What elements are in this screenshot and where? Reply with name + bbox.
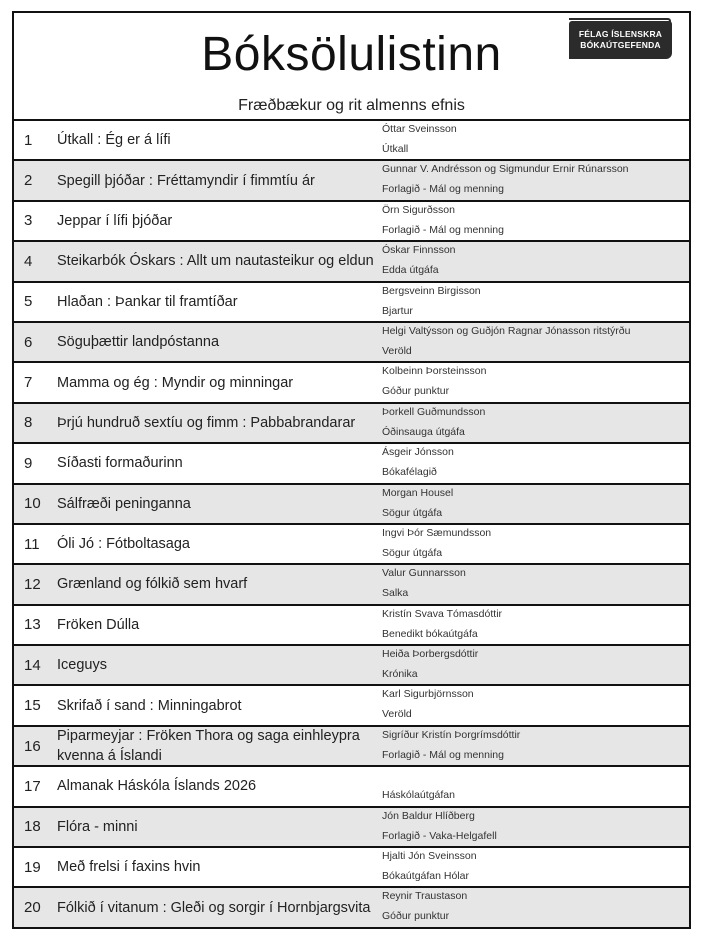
book-title: Mamma og ég : Myndir og minningar [57, 374, 294, 391]
book-publisher: Útkall [382, 143, 409, 155]
book-author: Bergsveinn Birgisson [382, 284, 481, 297]
book-meta [382, 444, 682, 482]
book-title: Iceguys [57, 657, 107, 674]
book-publisher: Benedikt bókaútgáfa [382, 627, 478, 640]
table-row [14, 686, 689, 726]
book-title: Flóra - minni [57, 818, 138, 835]
book-title: Sálfræði peninganna [57, 495, 191, 512]
book-publisher: Sögur útgáfa [382, 506, 443, 519]
book-publisher: Bjartur [382, 304, 413, 317]
book-author: Óttar Sveinsson [382, 123, 457, 135]
book-title: Síðasti formaðurinn [57, 455, 183, 472]
book-meta [382, 808, 682, 846]
book-author: Morgan Housel [382, 486, 454, 499]
book-meta [382, 161, 682, 199]
book-meta [382, 727, 682, 765]
book-publisher: Góður punktur [382, 385, 450, 398]
book-publisher: Forlagið - Mál og menning [382, 748, 504, 761]
book-meta [382, 888, 682, 926]
book-title: Almanak Háskóla Íslands 2026 [57, 778, 257, 795]
table-row [14, 606, 689, 646]
book-author: Valur Gunnarsson [382, 567, 466, 580]
rank-number: 2 [24, 172, 33, 190]
book-meta [382, 283, 682, 321]
table-row [14, 121, 689, 161]
book-publisher: Edda útgáfa [382, 264, 439, 277]
rank-number: 17 [24, 777, 41, 795]
book-author: Óskar Finnsson [382, 244, 456, 257]
table-row [14, 565, 689, 605]
book-meta [382, 646, 682, 684]
table-row [14, 525, 689, 565]
book-publisher: Forlagið - Vaka-Helgafell [382, 829, 497, 842]
book-meta [382, 767, 682, 805]
book-author: Gunnar V. Andrésson og Sigmundur Ernir Rúnarsson [382, 163, 629, 176]
publisher-association-logo [569, 21, 672, 59]
book-publisher: Sögur útgáfa [382, 546, 443, 559]
rank-number: 12 [24, 575, 41, 593]
rank-number: 20 [24, 899, 41, 917]
book-meta [382, 242, 682, 280]
book-author: Karl Sigurbjörnsson [382, 688, 474, 701]
book-publisher: Veröld [382, 344, 412, 357]
table-row [14, 646, 689, 686]
book-publisher: Forlagið - Mál og menning [382, 223, 504, 236]
book-meta [382, 202, 682, 240]
book-title: Grænland og fólkið sem hvarf [57, 576, 248, 593]
rank-number: 11 [24, 535, 40, 553]
table-row [14, 323, 689, 363]
book-publisher: Bókafélagið [382, 466, 437, 479]
rank-number: 8 [24, 414, 33, 432]
table-row [14, 485, 689, 525]
book-publisher: Bókaútgáfan Hólar [382, 870, 469, 883]
page-title: Bóksölulistinn [201, 28, 502, 81]
book-publisher: Veröld [382, 708, 412, 721]
book-title: Spegill þjóðar : Fréttamyndir í fimmtíu ár [57, 172, 315, 189]
table-row [14, 767, 689, 807]
rank-number: 4 [24, 252, 33, 270]
book-meta [382, 606, 682, 644]
table-row [14, 242, 689, 282]
book-title: Þrjú hundruð sextíu og fimm : Pabbabrandarar [57, 414, 356, 431]
rank-number: 13 [24, 616, 41, 634]
table-row [14, 444, 689, 484]
book-author: Helgi Valtýsson og Guðjón Ragnar Jónasson ritstýrðu [382, 324, 631, 337]
book-meta [382, 525, 682, 563]
book-author: Hjalti Jón Sveinsson [382, 850, 477, 863]
book-publisher: Háskólaútgáfan [382, 789, 455, 802]
book-title: Með frelsi í faxins hvin [57, 859, 201, 876]
book-publisher: Góður punktur [382, 910, 450, 923]
book-publisher: Krónika [382, 668, 418, 681]
book-table [14, 121, 689, 927]
table-row [14, 404, 689, 444]
book-author: Örn Sigurðsson [382, 203, 455, 216]
rank-number: 19 [24, 858, 41, 876]
book-publisher: Forlagið - Mál og menning [382, 183, 504, 196]
book-author: Þorkell Guðmundsson [382, 405, 486, 418]
table-row [14, 202, 689, 242]
rank-number: 18 [24, 818, 41, 836]
book-meta [382, 323, 682, 361]
rank-number: 15 [24, 697, 41, 715]
rank-number: 7 [24, 374, 33, 392]
book-title: Fólkið í vitanum : Gleði og sorgir í Hornbjargsvita [57, 899, 371, 916]
rank-number: 10 [24, 495, 41, 513]
book-publisher: Óðinsauga útgáfa [382, 425, 465, 438]
rank-number: 9 [24, 454, 33, 472]
book-title: Útkall : Ég er á lífi [57, 132, 171, 149]
book-meta [382, 686, 682, 724]
table-row [14, 848, 689, 888]
book-meta [382, 363, 682, 401]
book-meta [382, 404, 682, 442]
book-title: Jeppar í lífi þjóðar [57, 212, 173, 229]
book-title: Hlaðan : Þankar til framtíðar [57, 293, 238, 310]
book-author: Sigríður Kristín Þorgrímsdóttir [382, 728, 521, 741]
book-author: Kristín Svava Tómasdóttir [382, 607, 503, 620]
book-meta [382, 565, 682, 603]
book-publisher: Salka [382, 587, 409, 600]
rank-number: 6 [24, 333, 33, 351]
rank-number: 16 [24, 737, 41, 755]
book-author: Jón Baldur Hlíðberg [382, 809, 475, 822]
book-title: Óli Jó : Fótboltasaga [57, 536, 190, 553]
rank-number: 1 [24, 131, 33, 149]
logo-line-2: BÓKAÚTGEFENDA [580, 40, 661, 50]
category-subtitle: Fræðbækur og rit almenns efnis [238, 97, 465, 114]
rank-number: 3 [24, 212, 33, 230]
book-title: Fröken Dúlla [57, 616, 140, 633]
table-row [14, 808, 689, 848]
book-author: Ingvi Þór Sæmundsson [382, 526, 492, 539]
list-header [14, 13, 689, 121]
table-row [14, 283, 689, 323]
table-row [14, 363, 689, 403]
rank-number: 5 [24, 293, 33, 311]
book-author: Kolbeinn Þorsteinsson [382, 365, 487, 378]
logo-line-1: FÉLAG ÍSLENSKRA [578, 29, 663, 39]
rank-number: 14 [24, 656, 41, 674]
book-meta [382, 121, 682, 159]
table-row [14, 888, 689, 926]
book-title: Piparmeyjar : Fröken Thora og saga einhleypra kvenna á Íslandi [57, 728, 360, 765]
book-title: Steikarbók Óskars : Allt um nautasteikur og eldun [57, 253, 374, 270]
book-title: Söguþættir landpóstanna [57, 334, 220, 351]
bestseller-list [12, 11, 691, 929]
table-row [14, 727, 689, 767]
book-title: Skrifað í sand : Minningabrot [57, 697, 242, 714]
book-author: Reynir Traustason [382, 890, 468, 903]
book-meta [382, 485, 682, 523]
table-row [14, 161, 689, 201]
book-meta [382, 848, 682, 886]
book-author: Ásgeir Jónsson [382, 446, 454, 459]
book-author: Heiða Þorbergsdóttir [382, 648, 479, 661]
